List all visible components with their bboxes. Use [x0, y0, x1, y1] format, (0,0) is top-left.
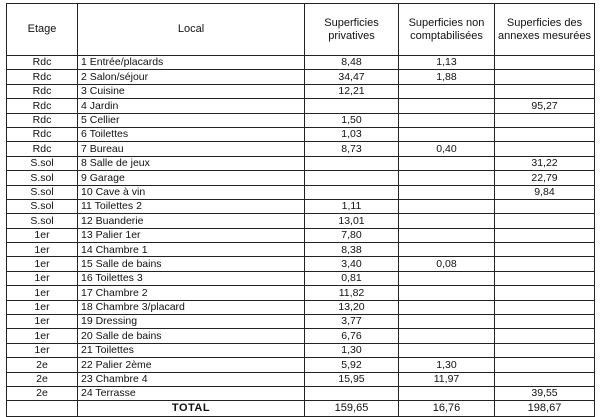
- total-non-comptabilisees: 16,76: [399, 401, 495, 417]
- cell-non-comptabilisees: [399, 329, 495, 343]
- cell-local: 4 Jardin: [78, 99, 305, 113]
- cell-etage: 1er: [7, 300, 78, 314]
- cell-etage: S.sol: [7, 199, 78, 213]
- cell-local: 22 Palier 2ème: [78, 358, 305, 372]
- cell-etage: 2e: [7, 372, 78, 386]
- table-row: [7, 300, 595, 314]
- cell-privatives: 8,48: [305, 56, 399, 70]
- cell-non-comptabilisees: 11,97: [399, 372, 495, 386]
- cell-privatives: 1,11: [305, 199, 399, 213]
- cell-annexes: 22,79: [495, 171, 595, 185]
- header-local: Local: [78, 4, 305, 56]
- cell-privatives: 13,20: [305, 300, 399, 314]
- cell-privatives: [305, 99, 399, 113]
- cell-annexes: [495, 343, 595, 357]
- cell-local: 20 Salle de bains: [78, 329, 305, 343]
- cell-etage: Rdc: [7, 56, 78, 70]
- table-row: [7, 99, 595, 113]
- cell-etage: S.sol: [7, 156, 78, 170]
- cell-privatives: 1,30: [305, 343, 399, 357]
- cell-privatives: [305, 386, 399, 400]
- cell-privatives: 6,76: [305, 329, 399, 343]
- cell-etage: 1er: [7, 257, 78, 271]
- cell-non-comptabilisees: [399, 386, 495, 400]
- table-row: [7, 228, 595, 242]
- table-row: [7, 257, 595, 271]
- cell-etage: Rdc: [7, 84, 78, 98]
- table-row: [7, 84, 595, 98]
- cell-non-comptabilisees: [399, 99, 495, 113]
- cell-local: 3 Cuisine: [78, 84, 305, 98]
- cell-privatives: 12,21: [305, 84, 399, 98]
- cell-annexes: [495, 113, 595, 127]
- cell-privatives: 3,77: [305, 315, 399, 329]
- cell-non-comptabilisees: [399, 271, 495, 285]
- cell-etage: 1er: [7, 286, 78, 300]
- cell-etage: 1er: [7, 315, 78, 329]
- cell-annexes: [495, 56, 595, 70]
- cell-non-comptabilisees: [399, 228, 495, 242]
- cell-privatives: 8,73: [305, 142, 399, 156]
- cell-non-comptabilisees: [399, 127, 495, 141]
- cell-non-comptabilisees: [399, 185, 495, 199]
- cell-privatives: 13,01: [305, 214, 399, 228]
- table-header: [7, 4, 595, 56]
- cell-annexes: [495, 243, 595, 257]
- cell-local: 12 Buanderie: [78, 214, 305, 228]
- cell-etage: 1er: [7, 228, 78, 242]
- total-label: TOTAL: [78, 401, 305, 417]
- cell-annexes: [495, 84, 595, 98]
- cell-local: 13 Palier 1er: [78, 228, 305, 242]
- cell-local: 9 Garage: [78, 171, 305, 185]
- total-empty-cell: [7, 401, 78, 417]
- cell-etage: Rdc: [7, 70, 78, 84]
- cell-etage: 2e: [7, 386, 78, 400]
- cell-privatives: 5,92: [305, 358, 399, 372]
- cell-local: 8 Salle de jeux: [78, 156, 305, 170]
- cell-local: 17 Chambre 2: [78, 286, 305, 300]
- table-row: [7, 243, 595, 257]
- header-annexes: Superficies des annexes mesurées: [495, 4, 595, 56]
- cell-non-comptabilisees: 1,13: [399, 56, 495, 70]
- cell-non-comptabilisees: [399, 199, 495, 213]
- cell-privatives: 3,40: [305, 257, 399, 271]
- table-row: [7, 358, 595, 372]
- table-row: [7, 214, 595, 228]
- cell-annexes: [495, 228, 595, 242]
- cell-local: 2 Salon/séjour: [78, 70, 305, 84]
- cell-privatives: 11,82: [305, 286, 399, 300]
- cell-etage: Rdc: [7, 99, 78, 113]
- cell-annexes: [495, 127, 595, 141]
- table-row: [7, 127, 595, 141]
- cell-annexes: [495, 329, 595, 343]
- cell-non-comptabilisees: [399, 243, 495, 257]
- header-etage: Etage: [7, 4, 78, 56]
- total-row: [7, 401, 595, 417]
- table-row: [7, 199, 595, 213]
- cell-annexes: [495, 199, 595, 213]
- cell-annexes: 31,22: [495, 156, 595, 170]
- table-row: [7, 185, 595, 199]
- cell-annexes: 95,27: [495, 99, 595, 113]
- cell-non-comptabilisees: [399, 171, 495, 185]
- table-row: [7, 372, 595, 386]
- surface-table: [6, 3, 595, 417]
- cell-non-comptabilisees: [399, 300, 495, 314]
- cell-non-comptabilisees: [399, 214, 495, 228]
- cell-privatives: 15,95: [305, 372, 399, 386]
- table-footer: [7, 401, 595, 417]
- cell-local: 15 Salle de bains: [78, 257, 305, 271]
- cell-etage: 1er: [7, 329, 78, 343]
- cell-privatives: [305, 156, 399, 170]
- cell-annexes: [495, 315, 595, 329]
- cell-etage: S.sol: [7, 185, 78, 199]
- cell-annexes: [495, 70, 595, 84]
- cell-annexes: [495, 142, 595, 156]
- cell-local: 19 Dressing: [78, 315, 305, 329]
- cell-annexes: [495, 257, 595, 271]
- cell-etage: Rdc: [7, 127, 78, 141]
- cell-annexes: [495, 214, 595, 228]
- cell-annexes: [495, 358, 595, 372]
- table-row: [7, 156, 595, 170]
- cell-annexes: [495, 286, 595, 300]
- total-annexes: 198,67: [495, 401, 595, 417]
- table-row: [7, 56, 595, 70]
- total-privatives: 159,65: [305, 401, 399, 417]
- cell-local: 16 Toilettes 3: [78, 271, 305, 285]
- table-row: [7, 142, 595, 156]
- cell-non-comptabilisees: [399, 113, 495, 127]
- cell-non-comptabilisees: 1,88: [399, 70, 495, 84]
- table-row: [7, 286, 595, 300]
- cell-etage: S.sol: [7, 214, 78, 228]
- table-row: [7, 113, 595, 127]
- cell-non-comptabilisees: 0,08: [399, 257, 495, 271]
- cell-local: 7 Bureau: [78, 142, 305, 156]
- cell-non-comptabilisees: [399, 343, 495, 357]
- table-body: [7, 56, 595, 401]
- cell-local: 14 Chambre 1: [78, 243, 305, 257]
- cell-privatives: [305, 171, 399, 185]
- cell-etage: Rdc: [7, 142, 78, 156]
- cell-local: 1 Entrée/placards: [78, 56, 305, 70]
- table-row: [7, 386, 595, 400]
- cell-non-comptabilisees: 1,30: [399, 358, 495, 372]
- cell-privatives: 0,81: [305, 271, 399, 285]
- header-row: [7, 4, 595, 56]
- cell-privatives: 1,50: [305, 113, 399, 127]
- cell-non-comptabilisees: [399, 286, 495, 300]
- cell-annexes: 39,55: [495, 386, 595, 400]
- cell-annexes: [495, 271, 595, 285]
- cell-privatives: 8,38: [305, 243, 399, 257]
- cell-annexes: [495, 372, 595, 386]
- surface-table-container: [6, 3, 595, 417]
- cell-local: 24 Terrasse: [78, 386, 305, 400]
- cell-non-comptabilisees: 0,40: [399, 142, 495, 156]
- cell-non-comptabilisees: [399, 156, 495, 170]
- cell-etage: 1er: [7, 243, 78, 257]
- cell-etage: S.sol: [7, 171, 78, 185]
- cell-privatives: 34,47: [305, 70, 399, 84]
- cell-local: 11 Toilettes 2: [78, 199, 305, 213]
- header-privatives: Superficies privatives: [305, 4, 399, 56]
- table-row: [7, 343, 595, 357]
- cell-etage: 2e: [7, 358, 78, 372]
- cell-local: 21 Toilettes: [78, 343, 305, 357]
- cell-non-comptabilisees: [399, 315, 495, 329]
- table-row: [7, 315, 595, 329]
- cell-etage: 1er: [7, 271, 78, 285]
- cell-annexes: 9,84: [495, 185, 595, 199]
- cell-local: 10 Cave à vin: [78, 185, 305, 199]
- table-row: [7, 329, 595, 343]
- cell-local: 6 Toilettes: [78, 127, 305, 141]
- cell-privatives: [305, 185, 399, 199]
- cell-local: 18 Chambre 3/placard: [78, 300, 305, 314]
- cell-etage: Rdc: [7, 113, 78, 127]
- cell-etage: 1er: [7, 343, 78, 357]
- table-row: [7, 171, 595, 185]
- header-non-comptabilisees: Superficies non comptabilisées: [399, 4, 495, 56]
- cell-local: 5 Cellier: [78, 113, 305, 127]
- cell-annexes: [495, 300, 595, 314]
- cell-privatives: 7,80: [305, 228, 399, 242]
- cell-privatives: 1,03: [305, 127, 399, 141]
- table-row: [7, 70, 595, 84]
- table-row: [7, 271, 595, 285]
- cell-local: 23 Chambre 4: [78, 372, 305, 386]
- cell-non-comptabilisees: [399, 84, 495, 98]
